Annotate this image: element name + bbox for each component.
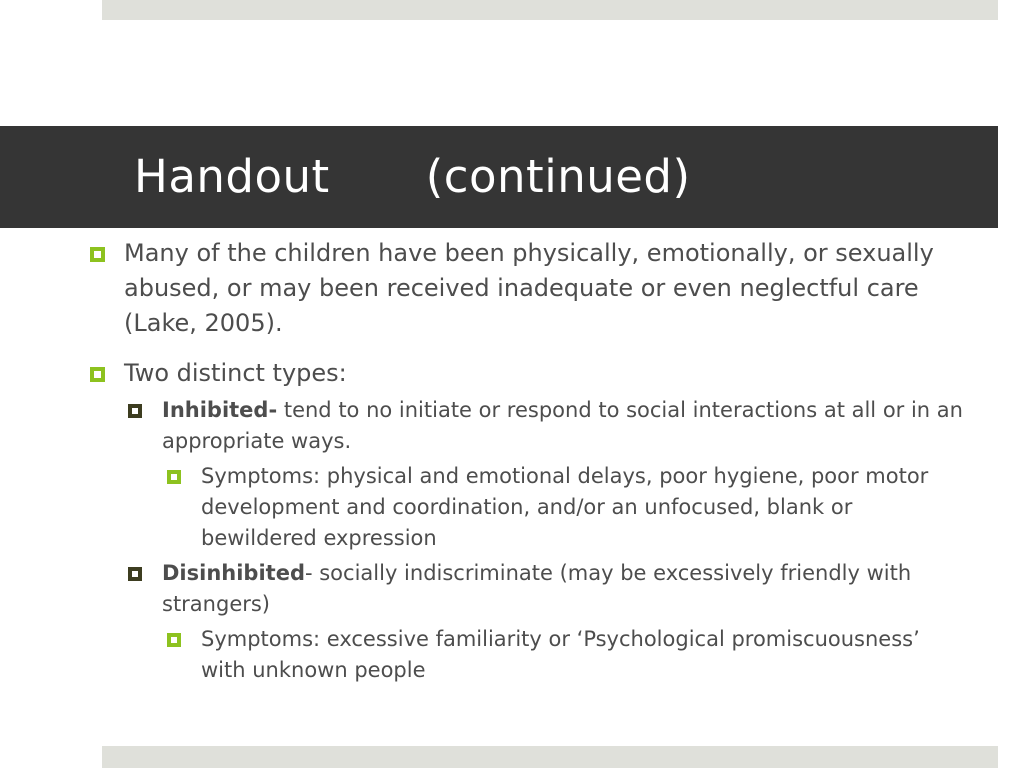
- bullet-text: Many of the children have been physically, emotionally, or sexually abused, or may been received inadequate or even neglectful care (Lake, 2005).: [124, 239, 934, 337]
- green-square-bullet-icon: [90, 247, 105, 262]
- green-square-bullet-icon: [90, 367, 105, 382]
- title-main: Handout: [134, 150, 330, 203]
- green-square-bullet-icon: [167, 470, 181, 484]
- slide-title: [134, 149, 691, 205]
- bullet-list: [86, 236, 966, 686]
- dark-square-bullet-icon: [128, 404, 142, 418]
- sub-bullet-disinhibited: [86, 558, 966, 620]
- term-inhibited: Inhibited-: [162, 398, 278, 422]
- green-square-bullet-icon: [167, 633, 181, 647]
- dark-square-bullet-icon: [128, 567, 142, 581]
- bullet-text: Two distinct types:: [124, 359, 347, 387]
- inhibited-symptoms-text: Symptoms: physical and emotional delays, poor hygiene, poor motor development and coordination, and/or an unfocused, blank or bewildered expression: [201, 464, 929, 550]
- title-sub: (continued): [425, 150, 691, 203]
- inhibited-description: tend to no initiate or respond to social interactions at all or in an appropriate ways.: [162, 398, 963, 453]
- sub-bullet-inhibited: [86, 395, 966, 457]
- sub-sub-bullet-disinhibited-symptoms: [86, 624, 966, 686]
- disinhibited-symptoms-text: Symptoms: excessive familiarity or ‘Psychological promiscuousness’ with unknown people: [201, 627, 920, 682]
- bullet-item-abuse: [86, 236, 966, 341]
- top-decorative-band: [102, 0, 998, 20]
- disinhibited-description: - socially indiscriminate (may be excessively friendly with strangers): [162, 561, 912, 616]
- term-disinhibited: Disinhibited: [162, 561, 305, 585]
- slide-body: [86, 236, 966, 686]
- bottom-decorative-band: [102, 746, 998, 768]
- bullet-item-types: [86, 356, 966, 391]
- sub-sub-bullet-inhibited-symptoms: [86, 461, 966, 554]
